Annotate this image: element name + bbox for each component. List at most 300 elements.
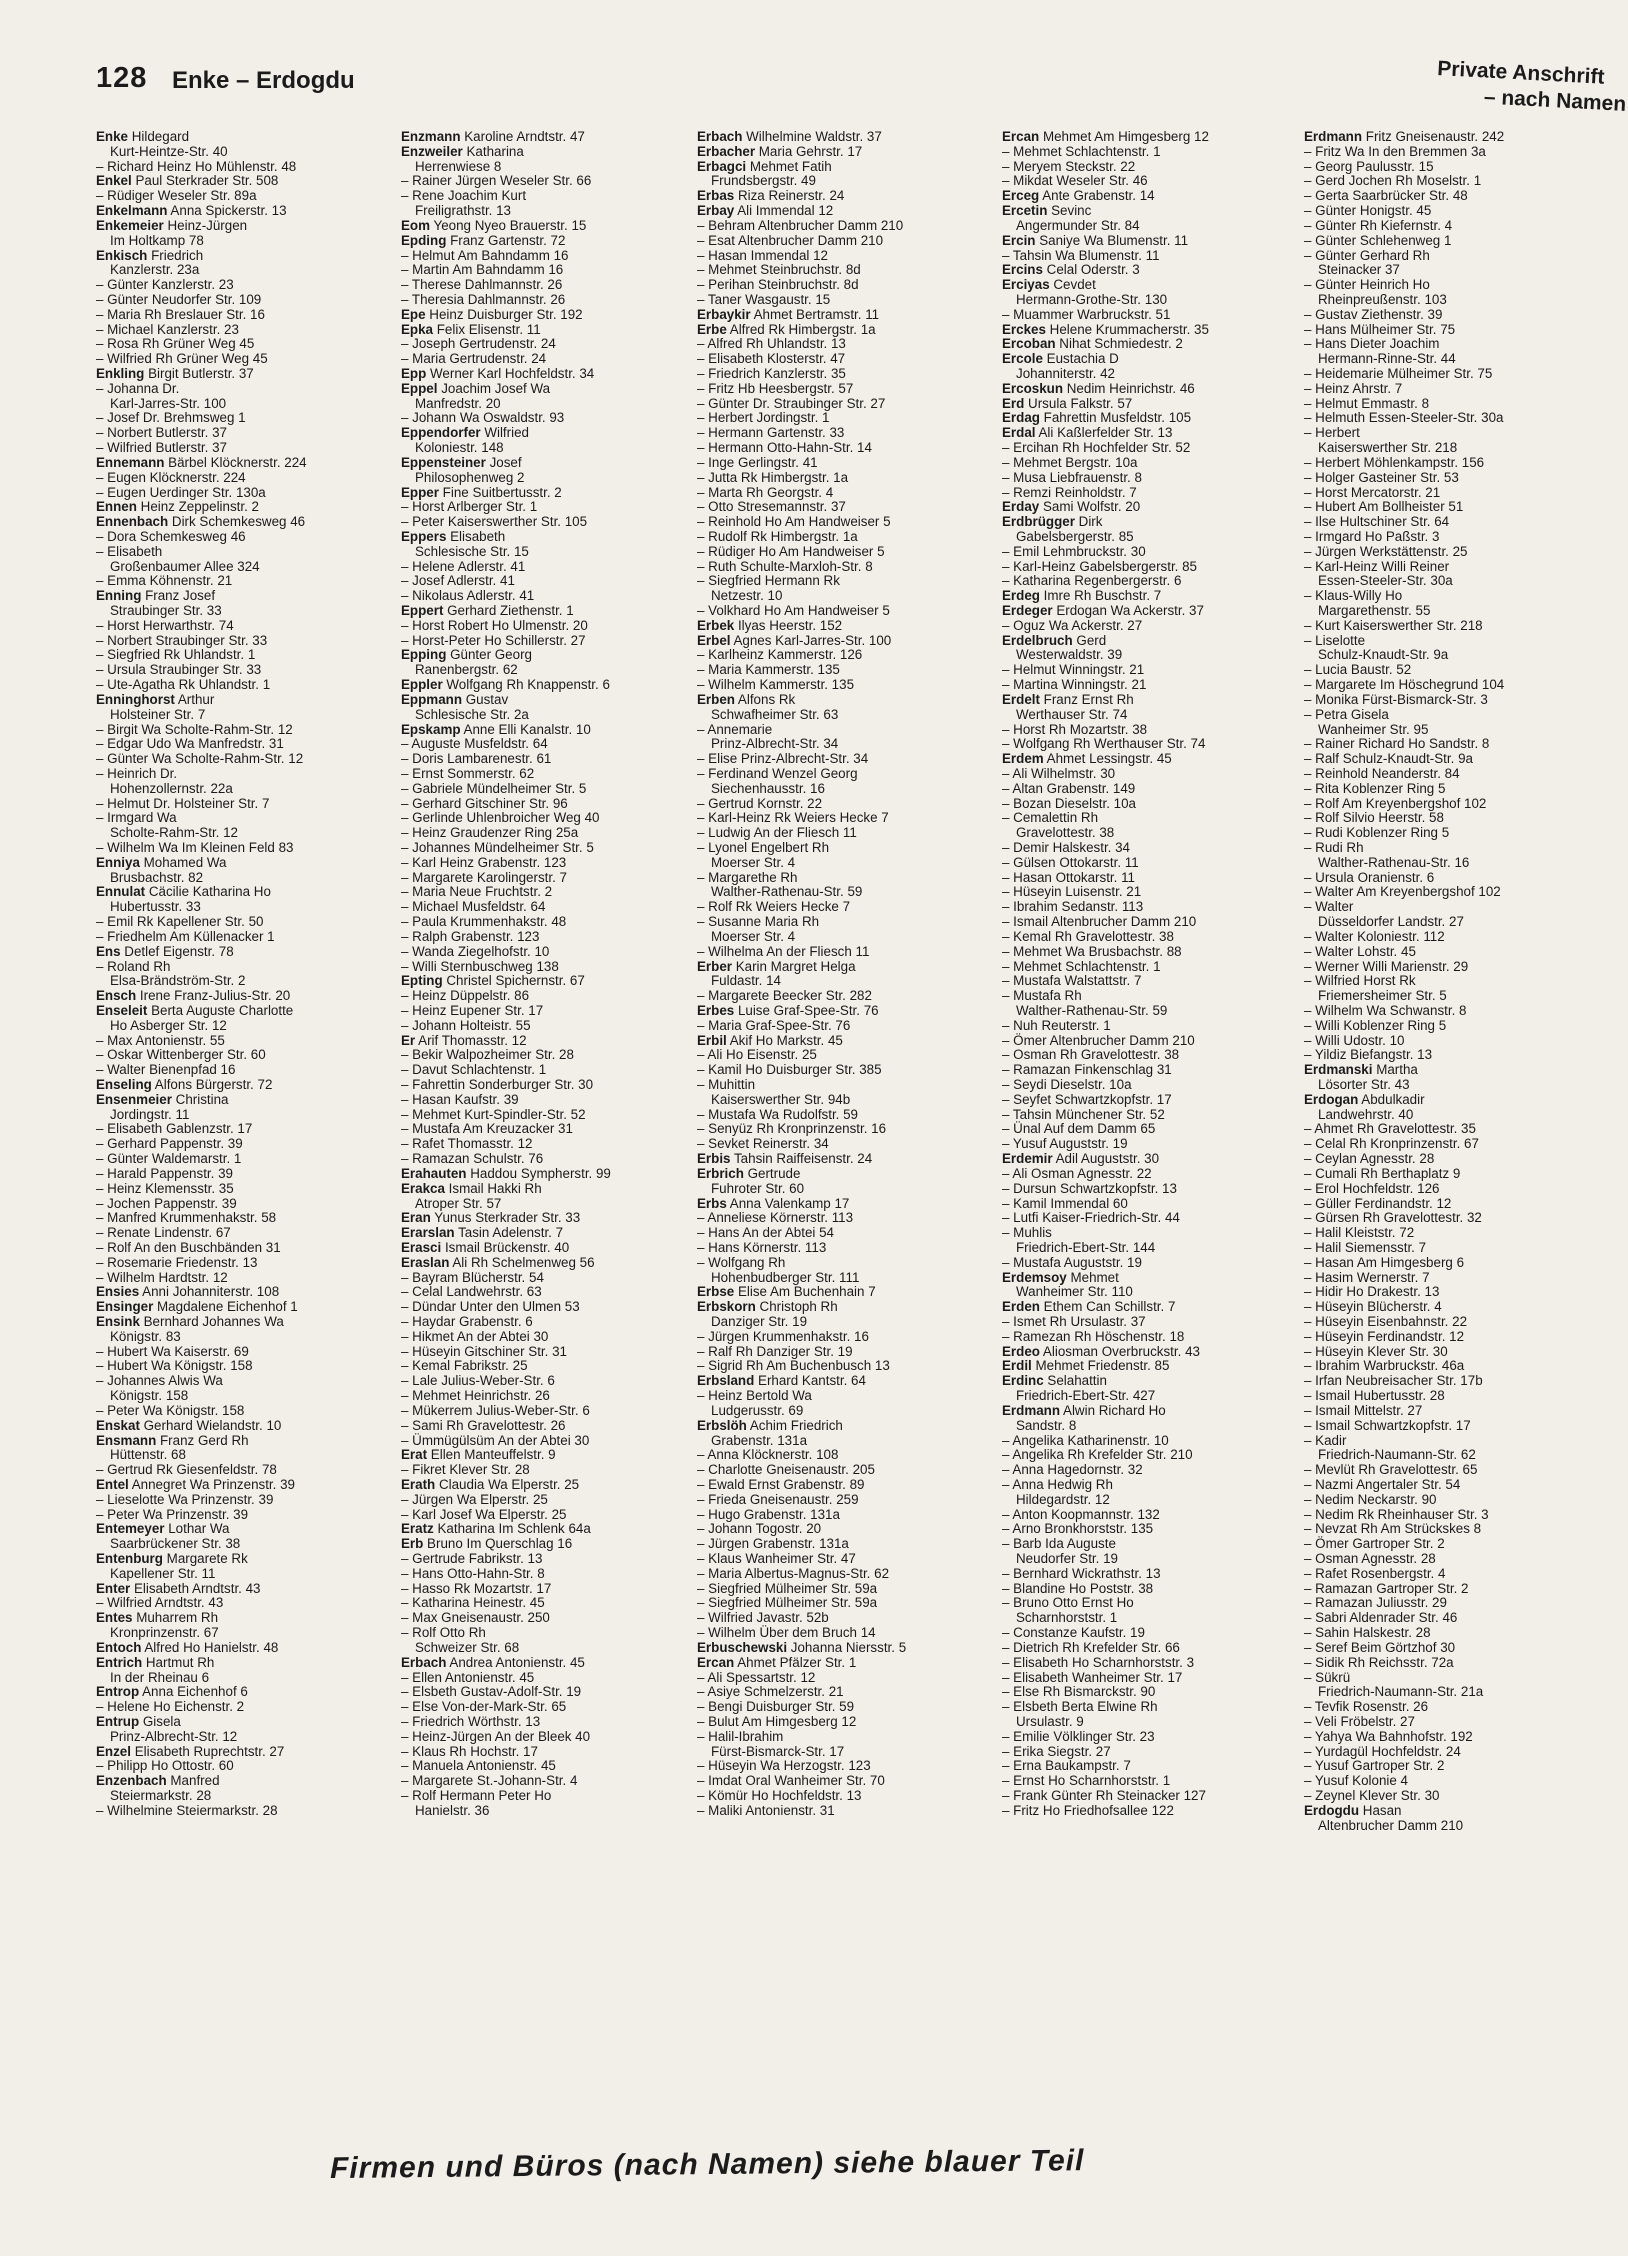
listing-line: – Güller Ferdinandstr. 12 [1304,1195,1452,1211]
listing-line: – Elisabeth Klosterstr. 47 [697,351,846,367]
listing-line: Schlesische Str. 2a [415,706,529,722]
surname: Erdil [1002,1358,1032,1374]
listing-line: – Karl-Heinz Willi Reiner [1304,558,1450,574]
listing-line: – Mehmet Schlachtenstr. 1 [1002,143,1161,159]
listing-line: – Margarete Beecker Str. 282 [697,988,872,1004]
surname: Ercan [1002,129,1040,144]
listing-line: – Jürgen Werkstättenstr. 25 [1304,543,1468,559]
listing-line: – Karl Josef Wa Elperstr. 25 [401,1506,567,1522]
directory-column-4 [1002,130,1292,1819]
surname: Enke [96,129,129,144]
listing-line: Erb Bruno Im Querschlag 16 [401,1536,573,1552]
listing-line: – Holger Gasteiner Str. 53 [1304,469,1459,485]
surname: Ensink [96,1314,140,1329]
listing-line: – Bekir Walpozheimer Str. 28 [401,1047,574,1063]
listing-line: – Davut Schlachtenstr. 1 [401,1062,547,1078]
listing-line: – Emil Rk Kapellener Str. 50 [96,914,264,930]
listing-line: Erdemir Adil Auguststr. 30 [1002,1151,1160,1167]
listing-line: – Rudolf Rk Himbergstr. 1a [697,528,858,544]
listing-line: – Arno Bronkhorststr. 135 [1002,1521,1154,1537]
surname: Entel [96,1476,129,1492]
listing-line: – Charlotte Gneisenaustr. 205 [697,1462,875,1478]
listing-line: – Rainer Richard Ho Sandstr. 8 [1304,736,1490,752]
surname: Erden [1002,1299,1040,1315]
surname: Eppel [401,380,438,396]
listing-line: Erckes Helene Krummacherstr. 35 [1002,321,1209,337]
surname: Eppert [401,603,444,618]
listing-line: Rheinpreußenstr. 103 [1318,291,1447,307]
listing-line: Ercan Ahmet Pfälzer Str. 1 [697,1654,857,1670]
listing-line: – Rudi Koblenzer Ring 5 [1304,825,1450,841]
listing-line: – Johannes Alwis Wa [96,1373,223,1389]
listing-line: Moerser Str. 4 [711,854,796,870]
listing-line: – Angelika Rh Krefelder Str. 210 [1002,1447,1193,1463]
listing-line: – Ewald Ernst Grabenstr. 89 [697,1476,865,1492]
surname: Eran [401,1210,431,1226]
listing-line: – Yildiz Biefangstr. 13 [1304,1047,1433,1063]
listing-line: – Bruno Otto Ernst Ho [1002,1595,1134,1611]
surname: Erdeger [1002,603,1053,618]
listing-line: Ensenmeier Christina [96,1091,229,1107]
listing-line: – Angelika Katharinenstr. 10 [1002,1432,1169,1448]
listing-line: – Günter Gerhard Rh [1304,247,1430,263]
listing-line: – Rüdiger Ho Am Handweiser 5 [697,543,885,559]
listing-line: Erbach Andrea Antonienstr. 45 [401,1654,585,1670]
listing-line: – Fikret Klever Str. 28 [401,1462,530,1478]
listing-line: – Fritz Hb Heesbergstr. 57 [697,380,854,396]
listing-line: – Jürgen Wa Elperstr. 25 [401,1491,548,1507]
listing-line: Enkling Birgit Butlerstr. 37 [96,366,254,381]
listing-line: Enzel Elisabeth Ruprechtstr. 27 [96,1743,285,1759]
listing-line: – Frank Günter Rh Steinacker 127 [1002,1788,1206,1803]
listing-line: – Ellen Antonienstr. 45 [401,1669,535,1685]
listing-line: Erbach Wilhelmine Waldstr. 37 [697,129,882,144]
listing-line: – Gerhard Gitschiner Str. 96 [401,795,568,811]
listing-line: Enzenbach Manfred [96,1773,220,1789]
listing-line: – Gülsen Ottokarstr. 11 [1002,854,1139,870]
listing-line: Erceg Ante Grabenstr. 14 [1002,188,1155,204]
listing-line: – Therese Dahlmannstr. 26 [401,277,563,293]
surname: Enter [96,1580,131,1596]
footer-note: Firmen und Büros (nach Namen) siehe blauer Teil [329,2144,1085,2186]
surname: Epe [401,306,426,322]
surname: Erdemir [1002,1151,1053,1167]
listing-line: – Wilfried Rh Grüner Weg 45 [96,351,268,367]
listing-line: Erbaykir Ahmet Bertramstr. 11 [697,306,880,322]
listing-line: Epping Günter Georg [401,647,532,663]
listing-line: Schwafheimer Str. 63 [711,706,839,722]
listing-line: Prinz-Albrecht-Str. 34 [711,736,839,752]
surname: Erbaykir [697,306,751,322]
listing-line: Hildegardstr. 12 [1016,1491,1110,1507]
listing-line: – Ömer Altenbrucher Damm 210 [1002,1032,1195,1048]
listing-line: Grabenstr. 131a [711,1432,808,1448]
listing-line: Altenbrucher Damm 210 [1318,1817,1464,1833]
listing-line: Erbslöh Achim Friedrich [697,1417,843,1433]
listing-line: – Ilse Hultschiner Str. 64 [1304,514,1450,530]
listing-line: – Friedrich Wörthstr. 13 [401,1713,541,1729]
listing-line: Brusbachstr. 82 [110,869,204,885]
listing-line: – Lucia Baustr. 52 [1304,662,1412,678]
listing-line: – Ceylan Agnesstr. 28 [1304,1151,1435,1167]
listing-line: – Hüseyin Luisenstr. 21 [1002,884,1142,900]
listing-line: – Ahmet Rh Gravelottestr. 35 [1304,1121,1476,1137]
listing-line: Enkel Paul Sterkrader Str. 508 [96,173,279,189]
listing-line: – Irmgard Wa [96,810,177,826]
listing-line: – Philipp Ho Ottostr. 60 [96,1758,234,1774]
listing-line: – Horst-Peter Ho Schillerstr. 27 [401,632,586,648]
listing-line: – Anneliese Körnerstr. 113 [697,1210,854,1226]
surname: Enkelmann [96,203,168,219]
listing-line: – Hans An der Abtei 54 [697,1225,834,1241]
listing-line: – Kamil Immendal 60 [1002,1195,1128,1211]
listing-line: Epp Werner Karl Hochfeldstr. 34 [401,366,595,381]
listing-line: – Ismail Altenbrucher Damm 210 [1002,914,1197,930]
listing-line: – Gerd Jochen Rh Moselstr. 1 [1304,173,1482,189]
listing-line: – Rolf Hermann Peter Ho [401,1788,552,1803]
listing-line: Jordingstr. 11 [110,1106,190,1122]
listing-line: Eppmann Gustav [401,691,509,707]
listing-line: – Hubert Am Bollheister 51 [1304,499,1464,515]
listing-line: Enter Elisabeth Arndtstr. 43 [96,1580,261,1596]
listing-line: Erbil Akif Ho Markstr. 45 [697,1032,843,1048]
listing-line: – Michael Kanzlerstr. 23 [96,321,239,337]
listing-line: Angermunder Str. 84 [1016,217,1140,233]
listing-line: – Nazmi Angertaler Str. 54 [1304,1476,1461,1492]
surname: Entoch [96,1639,142,1655]
listing-line: – Kamil Ho Duisburger Str. 385 [697,1062,882,1078]
listing-line: – Sabri Aldenrader Str. 46 [1304,1610,1458,1626]
listing-line: Erbacher Maria Gehrstr. 17 [697,143,863,159]
listing-line: – Günter Honigstr. 45 [1304,203,1432,219]
listing-line: – Marta Rh Georgstr. 4 [697,484,834,500]
surname: Erdinc [1002,1373,1044,1389]
listing-line: – Jutta Rk Himbergstr. 1a [697,469,849,485]
listing-line: – Sami Rh Gravelottestr. 26 [401,1417,566,1433]
listing-line: – Hasan Am Himgesberg 6 [1304,1254,1465,1270]
listing-line: Ercins Celal Oderstr. 3 [1002,262,1140,278]
listing-line: – Hüseyin Klever Str. 30 [1304,1343,1448,1359]
listing-line: – Friedhelm Am Küllenacker 1 [96,928,275,944]
listing-line: – Ursula Oranienstr. 6 [1304,869,1435,885]
listing-line: Entrup Gisela [96,1713,181,1729]
listing-line: – Helmuth Essen-Steeler-Str. 30a [1304,410,1504,426]
listing-line: – Harald Pappenstr. 39 [96,1165,233,1181]
listing-line: Johanniterstr. 42 [1016,366,1116,381]
listing-line: Entrop Anna Eichenhof 6 [96,1684,248,1700]
surname: Eppensteiner [401,454,486,470]
listing-line: – Norbert Straubinger Str. 33 [96,632,268,648]
listing-line: – Tahsin Wa Blumenstr. 11 [1002,247,1160,263]
listing-line: – Günter Dr. Straubinger Str. 27 [697,395,886,411]
surname: Ensinger [96,1299,154,1315]
listing-line: – Celal Landwehrstr. 63 [401,1284,542,1300]
listing-line: – Cemalettin Rh [1002,810,1099,826]
surname: Erdmann [1304,129,1363,144]
surname: Erbskorn [697,1299,756,1315]
surname: Enniya [96,854,140,870]
listing-line: Hermann-Rinne-Str. 44 [1318,351,1456,367]
listing-line: Erbes Luise Graf-Spee-Str. 76 [697,1002,879,1018]
listing-line: Enning Franz Josef [96,588,216,604]
listing-line: – Asiye Schmelzerstr. 21 [697,1684,844,1700]
listing-line: Herrenwiese 8 [415,158,502,174]
listing-line: Enskat Gerhard Wielandstr. 10 [96,1417,282,1433]
listing-line: Erdbrügger Dirk [1002,514,1103,530]
listing-line: – Heinrich Dr. [96,765,178,781]
listing-line: – Constanze Kaufstr. 19 [1002,1625,1145,1641]
listing-line: – Siegfried Hermann Rk [697,573,840,589]
surname: Eppler [401,677,443,693]
listing-line: – Yusuf Kolonie 4 [1304,1773,1408,1789]
listing-line: Großenbaumer Allee 324 [110,558,260,574]
listing-line: Eppendorfer Wilfried [401,425,529,441]
listing-line: – Yahya Wa Bahnhofstr. 192 [1304,1728,1473,1744]
surname: Erbuschewski [697,1639,788,1655]
listing-line: Erdem Ahmet Lessingstr. 45 [1002,751,1172,767]
surname: Erbagci [697,158,747,174]
surname: Enseling [96,1077,152,1092]
listing-line: – Wilfried Javastr. 52b [697,1610,829,1626]
listing-line: – Gerhard Pappenstr. 39 [96,1136,243,1152]
listing-line: – Annemarie [697,721,773,737]
listing-line: – Johann Holteistr. 55 [401,1017,531,1033]
listing-line: – Margarethe Rh [697,869,798,885]
listing-line: – Wilhelm Wa Schwanstr. 8 [1304,1002,1467,1018]
listing-line: – Horst Robert Ho Ulmenstr. 20 [401,617,588,633]
listing-line: – Theresia Dahlmannstr. 26 [401,291,566,307]
surname: Erdeo [1002,1343,1040,1359]
listing-line: – Peter Kaiserswerther Str. 105 [401,514,588,530]
listing-line: Epding Franz Gartenstr. 72 [401,232,566,248]
surname: Epp [401,366,427,381]
surname: Enkling [96,366,145,381]
surname: Ercetin [1002,203,1048,219]
listing-line: – Demir Halskestr. 34 [1002,840,1130,855]
listing-line: Erdmann Fritz Gneisenaustr. 242 [1304,129,1505,144]
listing-line: – Ramezan Rh Höschenstr. 18 [1002,1328,1185,1344]
listing-line: – Irmgard Ho Paßstr. 3 [1304,528,1440,544]
listing-line: – Barb Ida Auguste [1002,1536,1116,1552]
listing-line: – Oguz Wa Ackerstr. 27 [1002,617,1143,633]
listing-line: – Rolf Otto Rh [401,1625,486,1641]
listing-line: – Max Gneisenaustr. 250 [401,1610,550,1626]
listing-line: Kronprinzenstr. 67 [110,1625,219,1641]
listing-line: Erdil Mehmet Friedenstr. 85 [1002,1358,1170,1374]
listing-line: Philosophenweg 2 [415,469,525,485]
listing-line: – Bengi Duisburger Str. 59 [697,1699,855,1715]
listing-line: Ercole Eustachia D [1002,351,1119,367]
listing-line: – Gürsen Rh Gravelottestr. 32 [1304,1210,1482,1226]
surname: Erd [1002,395,1025,411]
listing-line: Hüttenstr. 68 [110,1447,186,1463]
listing-line: Werthauser Str. 74 [1016,706,1128,722]
listing-line: – Elsbeth Berta Elwine Rh [1002,1699,1158,1715]
listing-line: – Dora Schemkesweg 46 [96,528,246,544]
listing-line: Entemeyer Lothar Wa [96,1521,230,1537]
listing-line: Enseleit Berta Auguste Charlotte [96,1002,294,1018]
listing-line: Ennulat Cäcilie Katharina Ho [96,884,271,900]
listing-line: – Hugo Grabenstr. 131a [697,1506,840,1522]
listing-line: Erdogan Abdulkadir [1304,1091,1425,1107]
listing-line: – Yusuf Gartroper Str. 2 [1304,1758,1445,1774]
listing-line: – Else Von-der-Mark-Str. 65 [401,1699,567,1715]
listing-line: – Sahin Halskestr. 28 [1304,1625,1431,1641]
listing-line: Koloniestr. 148 [415,440,504,456]
listing-line: – Mükerrem Julius-Weber-Str. 6 [401,1402,590,1418]
listing-line: – Elisabeth Gablenzstr. 17 [96,1121,253,1137]
listing-line: – Max Antonienstr. 55 [96,1032,225,1048]
listing-line: Epper Fine Suitbertusstr. 2 [401,484,562,500]
listing-line: – Dietrich Rh Krefelder Str. 66 [1002,1639,1180,1655]
listing-line: Walther-Rathenau-Str. 59 [1016,1002,1168,1018]
listing-line: – Nuh Reuterstr. 1 [1002,1017,1111,1033]
listing-line: – Heinz-Jürgen An der Bleek 40 [401,1728,591,1744]
listing-line: Fürst-Bismarck-Str. 17 [711,1743,845,1759]
listing-line: – Ali Wilhelmstr. 30 [1002,765,1116,781]
listing-line: – Werner Willi Marienstr. 29 [1304,958,1469,974]
listing-line: Kaiserswerther Str. 94b [711,1091,851,1107]
listing-line: Königstr. 158 [110,1388,189,1404]
listing-line: – Heinz Klemensstr. 35 [96,1180,234,1196]
listing-line: – Willi Udostr. 10 [1304,1032,1405,1048]
listing-line: Erdeg Imre Rh Buschstr. 7 [1002,588,1162,604]
listing-line: – Siegfried Mülheimer Str. 59a [697,1580,878,1596]
listing-line: Landwehrstr. 40 [1318,1106,1414,1122]
listing-line: – Karlheinz Kammerstr. 126 [697,647,863,663]
surname: Erbas [697,188,735,204]
listing-line: – Imdat Oral Wanheimer Str. 70 [697,1773,885,1789]
listing-line: Friedrich-Naumann-Str. 62 [1318,1447,1476,1463]
listing-line: Enseling Alfons Bürgerstr. 72 [96,1077,273,1092]
listing-line: – Karl Heinz Grabenstr. 123 [401,854,567,870]
surname: Erath [401,1476,436,1492]
listing-line: – Johannes Mündelheimer Str. 5 [401,840,594,855]
listing-line: Ercoban Nihat Schmiedestr. 2 [1002,336,1183,352]
listing-line: – Sigrid Rh Am Buchenbusch 13 [697,1358,890,1374]
listing-line: – Gerta Saarbrücker Str. 48 [1304,188,1468,204]
listing-line: – Sevket Reinerstr. 34 [697,1136,829,1152]
listing-line: Kurt-Heintze-Str. 40 [110,143,228,159]
listing-line: – Inge Gerlingstr. 41 [697,454,818,470]
listing-line: Erdogdu Hasan [1304,1802,1402,1818]
surname: Erbach [401,1654,447,1670]
listing-line: – Wilhelm Hardtstr. 12 [96,1269,228,1285]
listing-line: – Ramazan Finkenschlag 31 [1002,1062,1172,1078]
listing-line: – Martina Winningstr. 21 [1002,677,1147,693]
directory-column-5 [1304,130,1542,1833]
listing-line: – Erol Hochfeldstr. 126 [1304,1180,1440,1196]
listing-line: – Hüseyin Wa Herzogstr. 123 [697,1758,871,1774]
surname: Erdem [1002,751,1044,767]
listing-line: – Anna Hedwig Rh [1002,1476,1113,1492]
directory-column-3 [697,130,987,1819]
listing-line: – Tevfik Rosenstr. 26 [1304,1699,1429,1715]
listing-line: – Karl-Heinz Rk Weiers Hecke 7 [697,810,889,826]
listing-line: – Taner Wasgaustr. 15 [697,291,831,307]
listing-line: – Josef Adlerstr. 41 [401,573,515,589]
listing-line: Erbs Anna Valenkamp 17 [697,1195,850,1211]
listing-line: Ensies Anni Johanniterstr. 108 [96,1284,280,1300]
listing-line: – Muhlis [1002,1225,1052,1241]
listing-line: – Mikdat Weseler Str. 46 [1002,173,1148,189]
listing-line: – Wilfried Arndtstr. 43 [96,1595,224,1611]
listing-line: – Irfan Neubreisacher Str. 17b [1304,1373,1483,1389]
listing-line: – Wilhelm Kammerstr. 135 [697,677,855,693]
listing-line: – Hüseyin Eisenbahnstr. 22 [1304,1314,1468,1329]
page-number: 128 [96,62,148,94]
listing-line: Wanheimer Str. 110 [1016,1284,1133,1300]
listing-line: – Ali Osman Agnesstr. 22 [1002,1165,1152,1181]
listing-line: Erbe Alfred Rk Himbergstr. 1a [697,321,876,337]
listing-line: – Elise Prinz-Albrecht-Str. 34 [697,751,869,767]
listing-line: – Muammer Warbruckstr. 51 [1002,306,1171,322]
listing-line: – Georg Paulusstr. 15 [1304,158,1434,174]
listing-line: – Cumali Rh Berthaplatz 9 [1304,1165,1461,1181]
listing-line: – Wilfried Butlerstr. 37 [96,440,227,456]
listing-line: – Halil Kleiststr. 72 [1304,1225,1415,1241]
surname: Enzmann [401,129,461,144]
surname: Erbek [697,617,735,633]
surname: Enkisch [96,247,148,263]
surname: Ennen [96,499,137,515]
listing-line: Kapellener Str. 11 [110,1565,216,1581]
listing-line: Ennenbach Dirk Schemkesweg 46 [96,514,306,530]
surname: Eratz [401,1521,434,1537]
listing-line: – Joseph Gertrudenstr. 24 [401,336,556,352]
listing-line: – Wolfgang Rh Werthauser Str. 74 [1002,736,1206,752]
listing-line: – Ali Spessartstr. 12 [697,1669,816,1685]
listing-line: – Kemal Fabrikstr. 25 [401,1358,528,1374]
listing-line: – Heinz Düppelstr. 86 [401,988,530,1004]
listing-line: Erdeo Aliosman Overbruckstr. 43 [1002,1343,1200,1359]
listing-line: – Ernst Ho Scharnhorststr. 1 [1002,1773,1171,1789]
listing-line: Freiligrathstr. 13 [415,203,512,219]
surname: Erdmanski [1304,1062,1373,1078]
listing-line: Erd Ursula Falkstr. 57 [1002,395,1133,411]
listing-line: – Rolf An den Buschbänden 31 [96,1239,281,1255]
listing-line: Enke Hildegard [96,129,190,144]
listing-line: – Hidir Ho Drakestr. 13 [1304,1284,1440,1300]
listing-line: – Susanne Maria Rh [697,914,820,930]
listing-line: – Musa Liebfrauenstr. 8 [1002,469,1142,485]
surname: Erdogdu [1304,1802,1360,1818]
listing-line: – Klaus Rh Hochstr. 17 [401,1743,538,1759]
listing-line: – Emma Köhnenstr. 21 [96,573,233,589]
listing-line: – Mustafa Wa Rudolfstr. 59 [697,1106,859,1122]
listing-line: – Wilhelm Über dem Bruch 14 [697,1625,876,1641]
listing-line: Holsteiner Str. 7 [110,706,206,722]
listing-line: – Friedrich Kanzlerstr. 35 [697,366,846,381]
listing-line: – Anton Koopmannstr. 132 [1002,1506,1160,1522]
listing-line: Ens Detlef Eigenstr. 78 [96,943,234,959]
listing-line: – Monika Fürst-Bismarck-Str. 3 [1304,691,1488,707]
listing-line: – Günter Rh Kiefernstr. 4 [1304,217,1453,233]
listing-line: Ho Asberger Str. 12 [110,1017,227,1033]
surname: Enskat [96,1417,140,1433]
listing-line: – Bulut Am Himgesberg 12 [697,1713,857,1729]
listing-line: – Else Rh Bismarckstr. 90 [1002,1684,1156,1700]
surname: Enkel [96,173,132,189]
listing-line: – Bernhard Wickrathstr. 13 [1002,1565,1161,1581]
listing-line: Manfredstr. 20 [415,395,501,411]
surname: Epka [401,321,434,337]
surname: Epting [401,973,443,989]
section-label-line2: – nach Namen [1483,85,1627,116]
listing-line: – Gerlinde Uhlenbroicher Weg 40 [401,810,600,826]
surname: Erasci [401,1239,442,1255]
listing-line: Erdmanski Martha [1304,1062,1418,1078]
